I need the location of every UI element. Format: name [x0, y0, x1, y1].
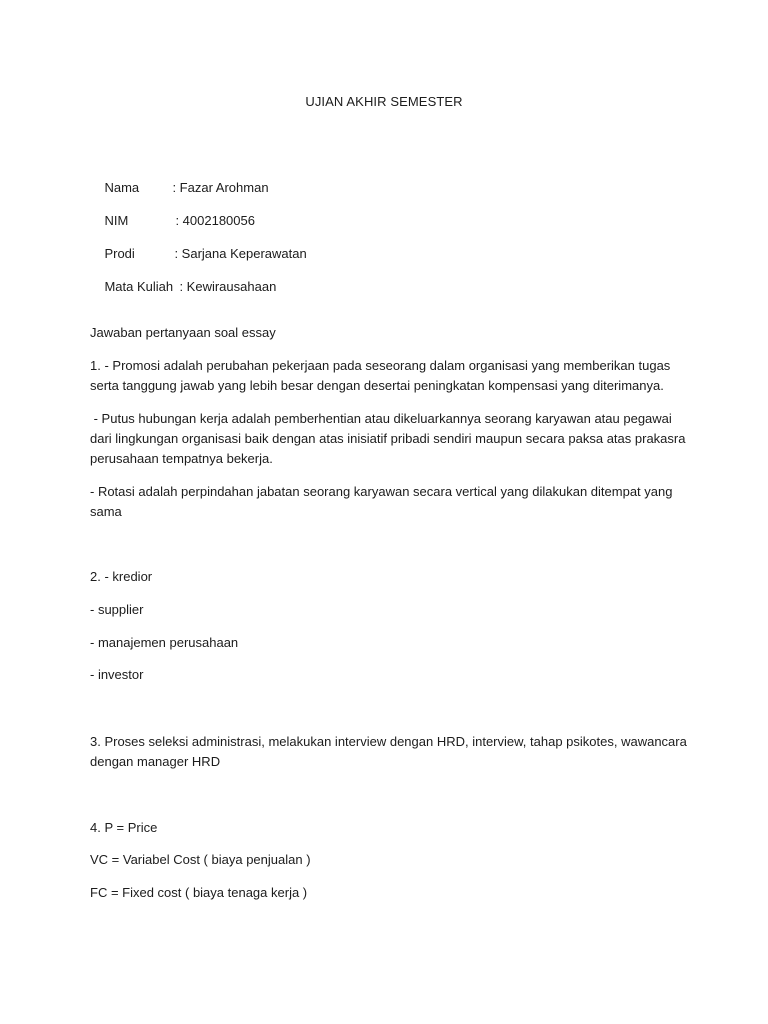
text-line: sama	[90, 504, 122, 519]
field-label: Mata Kuliah	[104, 279, 174, 294]
answer-3	[90, 732, 687, 772]
field-value: : Kewirausahaan	[179, 279, 277, 294]
answer-2-item: 2. - kredior	[90, 569, 153, 584]
answer-4-line: VC = Variabel Cost ( biaya penjualan )	[90, 852, 311, 867]
answers-intro: Jawaban pertanyaan soal essay	[90, 325, 276, 340]
field-value: : Sarjana Keperawatan	[174, 246, 307, 261]
text-line: perusahaan tempatnya bekerja.	[90, 451, 273, 466]
text-line: dengan manager HRD	[90, 754, 221, 769]
field-mata-kuliah	[90, 257, 276, 317]
field-label: NIM	[104, 213, 129, 228]
answer-1-phk	[90, 409, 686, 469]
text-line: - Rotasi adalah perpindahan jabatan seorang karyawan secara vertical yang dilakukan ditempat yang	[90, 484, 673, 499]
answer-2-item: - investor	[90, 667, 144, 682]
field-value: : Fazar Arohman	[172, 180, 269, 195]
answer-2-item: - supplier	[90, 602, 144, 617]
text-line: 1. - Promosi adalah perubahan pekerjaan pada seseorang dalam organisasi yang memberikan tugas	[90, 358, 671, 373]
field-label: Prodi	[104, 246, 135, 261]
text-line: dari lingkungan organisasi baik dengan atas inisiatif pribadi sendiri maupun secara paksa atas prakasra	[90, 431, 686, 446]
answer-4-line: FC = Fixed cost ( biaya tenaga kerja )	[90, 885, 308, 900]
answer-1-rotasi	[90, 482, 680, 522]
text-line: serta tanggung jawab yang lebih besar dengan desertai peningkatan kompensasi yang diterimanya.	[90, 378, 664, 393]
answer-4-line: 4. P = Price	[90, 820, 158, 835]
document-title: UJIAN AKHIR SEMESTER	[305, 94, 463, 109]
answer-1-promosi	[90, 356, 680, 396]
answer-2-item: - manajemen perusahaan	[90, 635, 239, 650]
text-line: - Putus hubungan kerja adalah pemberhentian atau dikeluarkannya seorang karyawan atau pegawai	[90, 411, 672, 426]
text-line: 3. Proses seleksi administrasi, melakukan interview dengan HRD, interview, tahap psikotes, wawancara	[90, 734, 687, 749]
field-value: : 4002180056	[175, 213, 255, 228]
field-label: Nama	[104, 180, 140, 195]
